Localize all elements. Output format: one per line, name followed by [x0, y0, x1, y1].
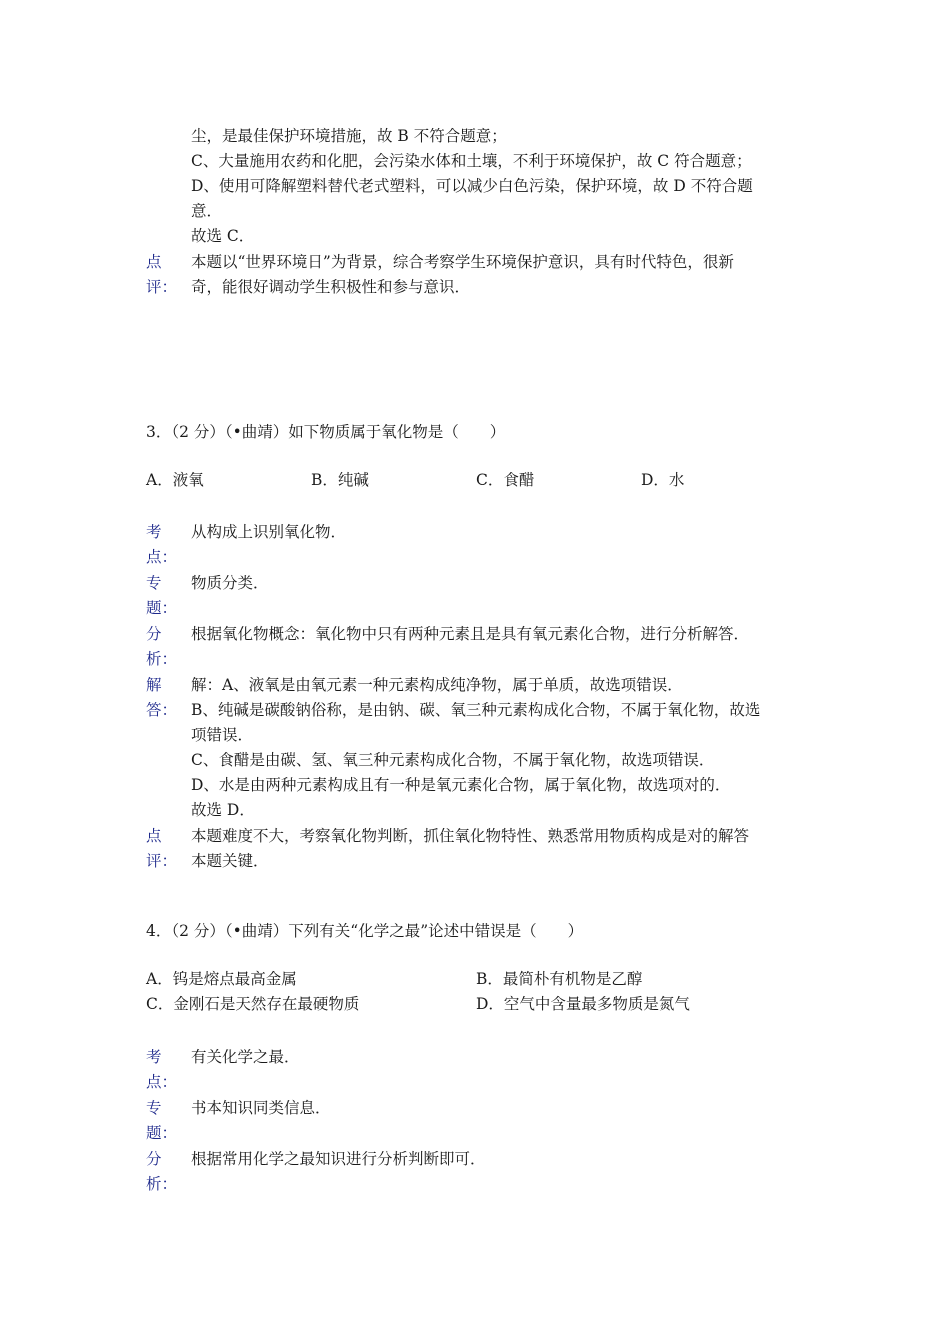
answer-line: 故选 C．	[191, 227, 255, 245]
dianping-line: 本题难度不大，考察氧化物判断，抓住氧化物特性、熟悉常用物质构成是对的解答	[191, 827, 750, 845]
jieda-label: 答：	[146, 701, 178, 719]
kaodian-label: 考	[146, 1048, 162, 1066]
answer-line: C、大量施用农药和化肥，会污染水体和土壤，不利于环境保护，故 C 符合题意；	[191, 152, 752, 170]
option-a: A．钨是熔点最高金属	[146, 970, 297, 988]
option-d: D．水	[641, 471, 685, 489]
answer-line: 意．	[191, 202, 223, 220]
kaodian-label: 考	[146, 523, 162, 541]
zhuanti-label: 专	[146, 574, 162, 592]
fenxi-label: 分	[146, 1150, 162, 1168]
jieda-line: D、水是由两种元素构成且有一种是氧元素化合物，属于氧化物，故选项对的．	[191, 776, 731, 794]
kaodian-text: 有关化学之最．	[191, 1048, 300, 1066]
fenxi-label: 分	[146, 625, 162, 643]
fenxi-text: 根据常用化学之最知识进行分析判断即可．	[191, 1150, 486, 1168]
option-b: B．纯碱	[311, 471, 369, 489]
answer-line: 尘，是最佳保护环境措施，故 B 不符合题意；	[191, 127, 507, 145]
kaodian-label: 点：	[146, 1073, 178, 1091]
option-c: C．金刚石是天然存在最硬物质	[146, 995, 360, 1013]
option-c: C．食醋	[476, 471, 535, 489]
comment-line: 本题以“世界环境日”为背景，综合考察学生环境保护意识，具有时代特色，很新	[191, 253, 734, 271]
kaodian-label: 点：	[146, 548, 178, 566]
option-b: B．最简朴有机物是乙醇	[476, 970, 643, 988]
jieda-label: 解	[146, 676, 162, 694]
comment-label: 点	[146, 253, 162, 271]
zhuanti-label: 题：	[146, 1124, 178, 1142]
dianping-label: 点	[146, 827, 162, 845]
question-title: 3．（2 分）（•曲靖）如下物质属于氧化物是（ ）	[146, 423, 506, 441]
jieda-line: C、食醋是由碳、氢、氧三种元素构成化合物，不属于氧化物，故选项错误．	[191, 751, 715, 769]
jieda-line: 解：A、液氧是由氧元素一种元素构成纯净物，属于单质，故选项错误．	[191, 676, 683, 694]
zhuanti-text: 物质分类．	[191, 574, 269, 592]
fenxi-text: 根据氧化物概念：氧化物中只有两种元素且是具有氧元素化合物，进行分析解答．	[191, 625, 750, 643]
jieda-line: 项错误．	[191, 726, 254, 744]
comment-label: 评：	[146, 278, 178, 296]
kaodian-text: 从构成上识别氧化物．	[191, 523, 347, 541]
zhuanti-text: 书本知识同类信息．	[191, 1099, 331, 1117]
dianping-line: 本题关键．	[191, 852, 269, 870]
zhuanti-label: 专	[146, 1099, 162, 1117]
option-d: D．空气中含量最多物质是氮气	[476, 995, 690, 1013]
fenxi-label: 析：	[146, 650, 178, 668]
question-title: 4．（2 分）（•曲靖）下列有关“化学之最”论述中错误是（ ）	[146, 922, 584, 940]
fenxi-label: 析：	[146, 1175, 178, 1193]
comment-line: 奇，能很好调动学生积极性和参与意识．	[191, 278, 471, 296]
option-a: A．液氧	[146, 471, 204, 489]
dianping-label: 评：	[146, 852, 178, 870]
answer-line: D、使用可降解塑料替代老式塑料，可以减少白色污染，保护环境，故 D 不符合题	[191, 177, 753, 195]
jieda-line: 故选 D．	[191, 801, 255, 819]
jieda-line: B、纯碱是碳酸钠俗称，是由钠、碳、氧三种元素构成化合物，不属于氧化物，故选	[191, 701, 761, 719]
zhuanti-label: 题：	[146, 599, 178, 617]
